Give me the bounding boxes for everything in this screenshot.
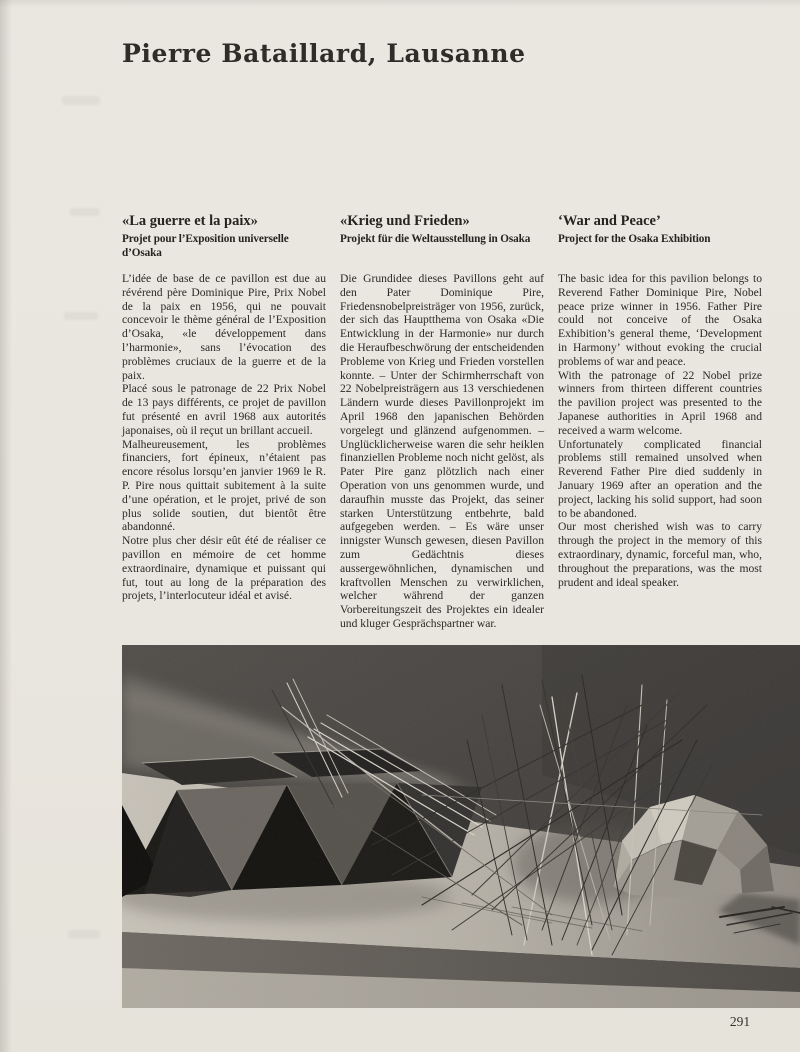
- pavilion-model-illustration: [122, 645, 800, 1008]
- page-number: 291: [729, 1014, 751, 1029]
- column-heading: «Krieg und Frieden»: [340, 213, 470, 229]
- article-columns: [122, 213, 762, 631]
- column-subheading: Project for the Osaka Exhibition: [558, 232, 711, 245]
- column-heading: ‘War and Peace’: [558, 213, 661, 229]
- ghost-mark: [68, 930, 100, 938]
- paragraph: L’idée de base de ce pavillon est due au révérend père Dominique Pire, Prix Nobel de la paix en 1956, qui ne pouvait concevoir le thème général de l’Exposition d’Osaka, «le développement dans l’harmonie», sans l’évocation des problèmes cruciaux de la guerre et de la paix.: [122, 272, 326, 382]
- column-english: [558, 213, 762, 631]
- pavilion-model-photo: [122, 645, 800, 1008]
- paragraph: Malheureusement, les problèmes financiers, fort épineux, n’étaient pas encore résolus lorsqu’en janvier 1969 le R. P. Pire nous quittait subitement à la suite d’une opération, et le projet, privé de son plus solide soutien, dut bientôt être abandonné.: [122, 437, 326, 534]
- column-heading: «La guerre et la paix»: [122, 213, 258, 229]
- photo-grain: [122, 645, 800, 1008]
- ghost-mark: [64, 312, 98, 320]
- column-subheading: Projekt für die Weltausstellung in Osaka: [340, 232, 531, 245]
- column-header: [340, 213, 544, 272]
- page-title: Pierre Bataillard, Lausanne: [122, 39, 526, 68]
- scan-edge-shadow: [0, 0, 12, 1052]
- scan-edge-shadow-top: [0, 0, 800, 8]
- ghost-mark: [62, 96, 100, 105]
- ghost-mark: [70, 208, 100, 216]
- paragraph: Placé sous le patronage de 22 Prix Nobel de 13 pays différents, ce projet de pavillon fut présenté en avril 1968 aux autorités japonaises, où il reçut un brillant accueil.: [122, 382, 326, 437]
- column-body: [122, 272, 326, 603]
- column-french: [122, 213, 326, 631]
- paragraph: Unfortunately complicated financial problems still remained unsolved when Reverend Father Pire died suddenly in January 1969 after an operation and the project, lacking his solid support, had soon to be abandoned.: [558, 437, 762, 520]
- paragraph: Our most cherished wish was to carry through the project in the memory of this extraordinary, dynamic, forceful man, who, throughout the preparations, was the most prudent and ideal speaker.: [558, 520, 762, 589]
- column-header: [558, 213, 762, 272]
- column-body: [340, 272, 544, 631]
- column-header: [122, 213, 326, 272]
- paragraph: The basic idea for this pavilion belongs to Reverend Father Dominique Pire, Nobel peace prize winner in 1956. Father Pire could not conceive of the Osaka Exhibition’s general theme, ‘Development in Harmony’ without evoking the crucial problems of war and peace.: [558, 272, 762, 368]
- column-body: [558, 272, 762, 589]
- column-subheading: Projet pour l’Exposition universelle d’Osaka: [122, 232, 289, 259]
- column-german: [340, 213, 544, 631]
- paragraph: With the patronage of 22 Nobel prize winners from thirteen different countries the pavilion project was presented to the Japanese authorities in April 1968 and received a warm welcome.: [558, 368, 762, 437]
- paragraph: Die Grundidee dieses Pavillons geht auf den Pater Dominique Pire, Friedensnobelpreisträger von 1956, zurück, der sich das Hauptthema von Osaka «Die Entwicklung in der Harmonie» nur durch die Heraufbeschwörung der entscheidenden Probleme von Krieg und Frieden vorstellen konnte. – Unter der Schirmherrschaft von 22 Nobelpreisträgern aus 13 verschiedenen Ländern wurde dieses Pavillonprojekt im April 1968 den japanischen Behörden vorgelegt und glänzend aufgenommen. – Unglücklicherweise waren die sehr heiklen finanziellen Probleme noch nicht gelöst, als Pater Pire ganz plötzlich nach einer Operation von uns genommen wurde, und daraufhin musste das Projekt, das seiner starken Unterstützung entbehrte, bald aufgegeben werden. – Es wäre unser innigster Wunsch gewesen, diesen Pavillon zum Gedächtnis dieses aussergewöhnlichen, dynamischen und kraftvollen Menschen zu verwirklichen, welcher während der ganzen Vorbereitungszeit des Projektes ein idealer und kluger Gesprächspartner war.: [340, 272, 544, 630]
- paragraph: Notre plus cher désir eût été de réaliser ce pavillon en mémoire de cet homme extraordinaire, dynamique et puissant qui fut, tout au long de la préparation des projets, l’interlocuteur idéal et avisé.: [122, 534, 326, 603]
